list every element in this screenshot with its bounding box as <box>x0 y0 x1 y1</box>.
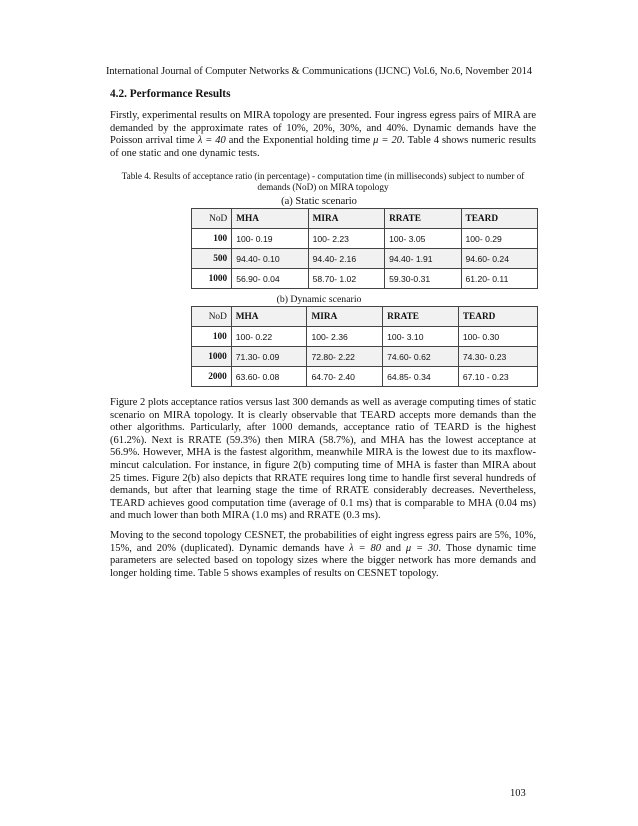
nod-cell: 100 <box>192 229 232 249</box>
header-mha: MHA <box>231 307 307 327</box>
table-header-row <box>192 209 538 229</box>
header-mira: MIRA <box>307 307 383 327</box>
static-results-table <box>191 208 538 289</box>
section-heading: 4.2. Performance Results <box>110 88 231 100</box>
rrate-cell: 74.60- 0.62 <box>383 347 459 367</box>
paragraph-text: and the Exponential holding time <box>225 135 374 147</box>
page-number: 103 <box>510 788 526 799</box>
paragraph-text: Moving to the second topology CESNET, the probabilities of eight ingress egress pairs are 5%, 10%, 15%, and 20% (duplicated). Dynamic demands have <box>110 530 536 554</box>
mira-cell: 64.70- 2.40 <box>307 367 383 387</box>
paragraph-text: and <box>380 542 406 554</box>
lambda-value: λ = 80 <box>349 542 381 554</box>
teard-cell: 61.20- 0.11 <box>461 269 538 289</box>
header-mira: MIRA <box>308 209 384 229</box>
header-rrate: RRATE <box>385 209 461 229</box>
paragraph-cesnet <box>110 530 536 580</box>
header-rrate: RRATE <box>383 307 459 327</box>
header-nod: NoD <box>192 209 232 229</box>
mha-cell: 63.60- 0.08 <box>231 367 307 387</box>
mha-cell: 56.90- 0.04 <box>232 269 308 289</box>
teard-cell: 100- 0.30 <box>458 327 537 347</box>
header-mha: MHA <box>232 209 308 229</box>
header-nod: NoD <box>192 307 232 327</box>
table-row <box>192 367 538 387</box>
static-scenario-subtitle: (a) Static scenario <box>281 196 357 207</box>
running-head: International Journal of Computer Networks & Communications (IJCNC) Vol.6, No.6, November 2014 <box>105 66 533 77</box>
nod-cell: 2000 <box>192 367 232 387</box>
teard-cell: 94.60- 0.24 <box>461 249 538 269</box>
mira-cell: 94.40- 2.16 <box>308 249 384 269</box>
table-row <box>192 327 538 347</box>
paragraph-figure2: Figure 2 plots acceptance ratios versus last 300 demands as well as average computing times of static scenario on MIRA topology. It is clearly observable that TEARD accepts more demands than the other algorithms. Particularly, after 1000 demands, acceptance ratio of TEARD is the highest (61.2%). Next is RRATE (59.3%) then MIRA (58.7%), and MHA has the lowest acceptance at 56.9%. However, MHA is the fastest algorithm, meanwhile MIRA is the lowest due to its maxflow-mincut calculation. For instance, in figure 2(b) computing time of MHA is faster than MIRA about 25 times. Figure 2(b) also depicts that RRATE requires long time to handle first several hundreds of demands, but after that learning stage the time of RRATE considerably decreases. Nevertheless, TEARD achieves good computation time (average of 0.1 ms) that is comparable to MHA (0.04 ms) and much lower than both MIRA (1.0 ms) and RRATE (0.3 ms). <box>110 397 536 522</box>
mha-cell: 100- 0.22 <box>231 327 307 347</box>
table-row <box>192 249 538 269</box>
paragraph-text: . Table 4 shows numeric results of one static and one dynamic tests. <box>110 135 536 159</box>
table-row <box>192 229 538 249</box>
mu-value: μ = 20 <box>373 135 402 147</box>
mira-cell: 58.70- 1.02 <box>308 269 384 289</box>
header-teard: TEARD <box>461 209 538 229</box>
mu-value: μ = 30 <box>405 542 439 554</box>
rrate-cell: 59.30-0.31 <box>385 269 461 289</box>
teard-cell: 74.30- 0.23 <box>458 347 537 367</box>
nod-cell: 100 <box>192 327 232 347</box>
table-row <box>192 269 538 289</box>
lambda-value: λ = 40 <box>197 135 226 147</box>
mha-cell: 94.40- 0.10 <box>232 249 308 269</box>
teard-cell: 67.10 - 0.23 <box>458 367 537 387</box>
nod-cell: 1000 <box>192 269 232 289</box>
rrate-cell: 94.40- 1.91 <box>385 249 461 269</box>
mira-cell: 72.80- 2.22 <box>307 347 383 367</box>
mira-cell: 100- 2.36 <box>307 327 383 347</box>
nod-cell: 500 <box>192 249 232 269</box>
nod-cell: 1000 <box>192 347 232 367</box>
table-row <box>192 347 538 367</box>
mha-cell: 71.30- 0.09 <box>231 347 307 367</box>
paragraph-text: . Those dynamic time parameters are selected based on topology sizes where the bigger network has more demands and longer holding time. Table 5 shows examples of results on CESNET topology. <box>110 542 537 579</box>
rrate-cell: 64.85- 0.34 <box>383 367 459 387</box>
dynamic-scenario-subtitle: (b) Dynamic scenario <box>276 294 362 305</box>
rrate-cell: 100- 3.05 <box>385 229 461 249</box>
table-caption: Table 4. Results of acceptance ratio (in percentage) - computation time (in milliseconds) subject to number of demands (NoD) on MIRA topology <box>121 171 525 192</box>
paragraph-text: Firstly, experimental results on MIRA topology are presented. Four ingress egress pairs of MIRA are demanded by the approximate rates of 10%, 20%, 30%, and 40%. Dynamic demands have the Poisson arrival time <box>110 110 536 147</box>
teard-cell: 100- 0.29 <box>461 229 538 249</box>
header-teard: TEARD <box>458 307 537 327</box>
paragraph-intro <box>110 110 536 160</box>
rrate-cell: 100- 3.10 <box>383 327 459 347</box>
mira-cell: 100- 2.23 <box>308 229 384 249</box>
mha-cell: 100- 0.19 <box>232 229 308 249</box>
table-header-row <box>192 307 538 327</box>
dynamic-results-table <box>191 306 538 387</box>
